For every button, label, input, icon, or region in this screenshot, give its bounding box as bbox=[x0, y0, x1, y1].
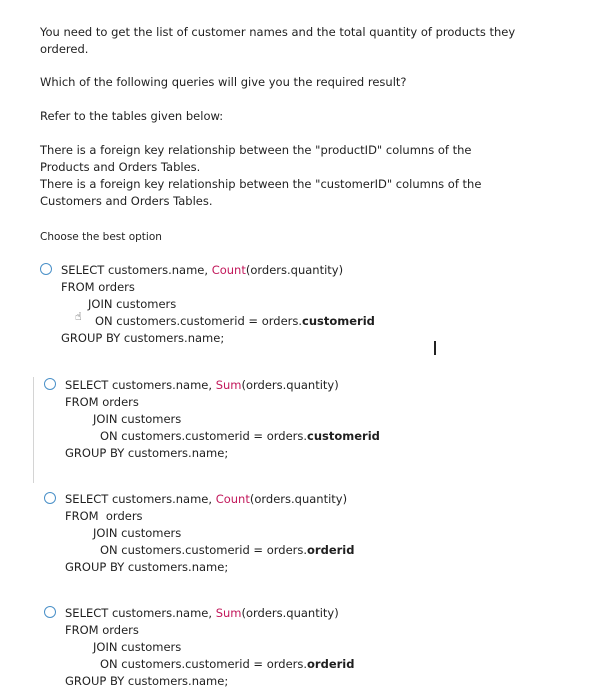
option-1-radio[interactable] bbox=[40, 263, 52, 275]
option-3-radio[interactable] bbox=[44, 492, 56, 504]
code-on-key: orderid bbox=[307, 657, 355, 671]
choose-label: Choose the best option bbox=[40, 231, 162, 243]
code-on-line bbox=[65, 542, 354, 559]
code-group: GROUP BY customers.name; bbox=[65, 560, 229, 574]
question-line: Customers and Orders Tables. bbox=[40, 194, 213, 208]
code-on: ON customers.customerid = orders. bbox=[100, 543, 308, 557]
option-4-radio[interactable] bbox=[44, 606, 56, 618]
code-from: FROM orders bbox=[65, 395, 139, 409]
code-group: GROUP BY customers.name; bbox=[61, 331, 225, 345]
code-join: JOIN customers bbox=[88, 297, 177, 311]
code-on: ON customers.customerid = orders. bbox=[95, 314, 303, 328]
option-3-code[interactable] bbox=[65, 491, 354, 576]
code-select-line bbox=[61, 262, 375, 279]
code-select: SELECT customers.name, bbox=[65, 492, 216, 506]
code-select-arg: (orders.quantity) bbox=[249, 492, 348, 506]
question-line: Products and Orders Tables. bbox=[40, 160, 201, 174]
code-select-arg: (orders.quantity) bbox=[245, 263, 344, 277]
code-from: FROM orders bbox=[61, 280, 135, 294]
code-select: SELECT customers.name, bbox=[65, 606, 216, 620]
code-on-key: orderid bbox=[307, 543, 355, 557]
code-on: ON customers.customerid = orders. bbox=[100, 429, 308, 443]
question-relationships bbox=[40, 142, 580, 210]
code-function: Sum bbox=[215, 606, 242, 620]
code-function: Count bbox=[215, 492, 250, 506]
code-select-arg: (orders.quantity) bbox=[241, 378, 339, 392]
option-focus-bar bbox=[33, 377, 34, 483]
code-join: JOIN customers bbox=[93, 412, 182, 426]
code-select-line bbox=[65, 605, 354, 622]
option-4-code[interactable] bbox=[65, 605, 354, 690]
code-select: SELECT customers.name, bbox=[61, 263, 212, 277]
code-function: Count bbox=[211, 263, 246, 277]
code-on-line bbox=[65, 428, 380, 445]
question-line: There is a foreign key relationship between the "productID" columns of the bbox=[40, 143, 472, 157]
hand-cursor-icon: ☝ bbox=[75, 310, 82, 323]
code-join: JOIN customers bbox=[93, 640, 182, 654]
code-on: ON customers.customerid = orders. bbox=[100, 657, 308, 671]
question-line: There is a foreign key relationship between the "customerID" columns of the bbox=[40, 177, 482, 191]
code-select-arg: (orders.quantity) bbox=[241, 606, 339, 620]
question-line: You need to get the list of customer names and the total quantity of products they bbox=[40, 25, 516, 39]
option-1-code[interactable] bbox=[61, 262, 375, 347]
code-from: FROM orders bbox=[65, 509, 143, 523]
code-select: SELECT customers.name, bbox=[65, 378, 216, 392]
code-on-key: customerid bbox=[307, 429, 380, 443]
code-on-line bbox=[61, 313, 375, 330]
text-cursor-icon bbox=[434, 341, 436, 355]
question-refer: Refer to the tables given below: bbox=[40, 109, 224, 123]
code-join: JOIN customers bbox=[93, 526, 182, 540]
code-function: Sum bbox=[215, 378, 242, 392]
option-2-radio[interactable] bbox=[44, 378, 56, 390]
code-select-line bbox=[65, 377, 380, 394]
code-on-key: customerid bbox=[302, 314, 375, 328]
option-2-code[interactable] bbox=[65, 377, 380, 462]
question-prompt: Which of the following queries will give you the required result? bbox=[40, 75, 407, 89]
code-group: GROUP BY customers.name; bbox=[65, 446, 229, 460]
code-select-line bbox=[65, 491, 354, 508]
code-group: GROUP BY customers.name; bbox=[65, 674, 229, 688]
code-on-line bbox=[65, 656, 354, 673]
code-from: FROM orders bbox=[65, 623, 139, 637]
question-line: ordered. bbox=[40, 42, 89, 56]
question-text bbox=[40, 24, 580, 58]
